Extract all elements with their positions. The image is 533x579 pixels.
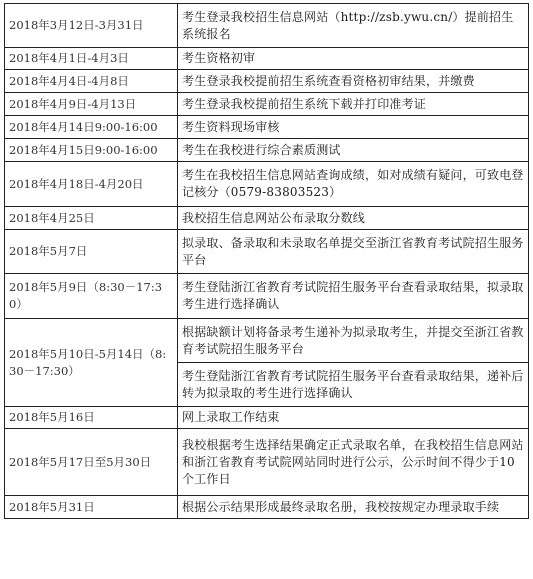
table-row <box>5 162 529 207</box>
event-cell: 考生登陆浙江省教育考试院招生服务平台查看录取结果，递补后转为拟录取的考生进行选择确认 <box>178 363 529 407</box>
event-cell: 我校根据考生选择结果确定正式录取名单，在我校招生信息网站和浙江省教育考试院网站同时进行公示，公示时间不得少于10个工作日 <box>178 429 529 496</box>
event-cell: 考生登录我校提前招生系统下载并打印准考证 <box>178 93 529 116</box>
event-cell: 我校招生信息网站公布录取分数线 <box>178 207 529 230</box>
date-cell: 2018年5月16日 <box>5 407 178 429</box>
date-cell: 2018年4月14日9:00-16:00 <box>5 116 178 139</box>
table-row <box>5 207 529 230</box>
table-row <box>5 93 529 116</box>
table-row <box>5 48 529 70</box>
event-cell: 拟录取、备录取和未录取名单提交至浙江省教育考试院招生服务平台 <box>178 230 529 274</box>
event-cell: 考生资料现场审核 <box>178 116 529 139</box>
date-cell: 2018年4月1日-4月3日 <box>5 48 178 70</box>
date-cell: 2018年4月4日-4月8日 <box>5 70 178 93</box>
event-cell: 根据公示结果形成最终录取名册，我校按规定办理录取手续 <box>178 496 529 519</box>
event-cell: 根据缺额计划将备录考生递补为拟录取考生，并提交至浙江省教育考试院招生服务平台 <box>178 319 529 363</box>
event-cell: 考生登录我校提前招生系统查看资格初审结果，并缴费 <box>178 70 529 93</box>
date-cell: 2018年5月17日至5月30日 <box>5 429 178 496</box>
table-row <box>5 139 529 162</box>
event-cell: 考生在我校进行综合素质测试 <box>178 139 529 162</box>
date-cell: 2018年4月18日-4月20日 <box>5 162 178 207</box>
table-row <box>5 4 529 48</box>
date-cell: 2018年5月31日 <box>5 496 178 519</box>
date-cell: 2018年4月9日-4月13日 <box>5 93 178 116</box>
date-cell: 2018年5月10日-5月14日（8:30－17:30） <box>5 319 178 407</box>
date-cell: 2018年3月12日-3月31日 <box>5 4 178 48</box>
date-cell: 2018年5月9日（8:30－17:30） <box>5 274 178 319</box>
date-cell: 2018年4月15日9:00-16:00 <box>5 139 178 162</box>
table-row <box>5 429 529 496</box>
table-row <box>5 319 529 363</box>
event-cell: 考生登陆浙江省教育考试院招生服务平台查看录取结果，拟录取考生进行选择确认 <box>178 274 529 319</box>
date-cell: 2018年5月7日 <box>5 230 178 274</box>
table-row <box>5 70 529 93</box>
event-cell: 考生在我校招生信息网站查询成绩，如对成绩有疑问，可致电登记核分（0579-83803523） <box>178 162 529 207</box>
table-row <box>5 407 529 429</box>
table-row <box>5 274 529 319</box>
event-cell: 考生登录我校招生信息网站（http://zsb.ywu.cn/）提前招生系统报名 <box>178 4 529 48</box>
date-cell: 2018年4月25日 <box>5 207 178 230</box>
table-row <box>5 230 529 274</box>
admission-schedule-table <box>4 3 529 519</box>
event-cell: 考生资格初审 <box>178 48 529 70</box>
event-cell: 网上录取工作结束 <box>178 407 529 429</box>
table-row <box>5 496 529 519</box>
table-row <box>5 116 529 139</box>
